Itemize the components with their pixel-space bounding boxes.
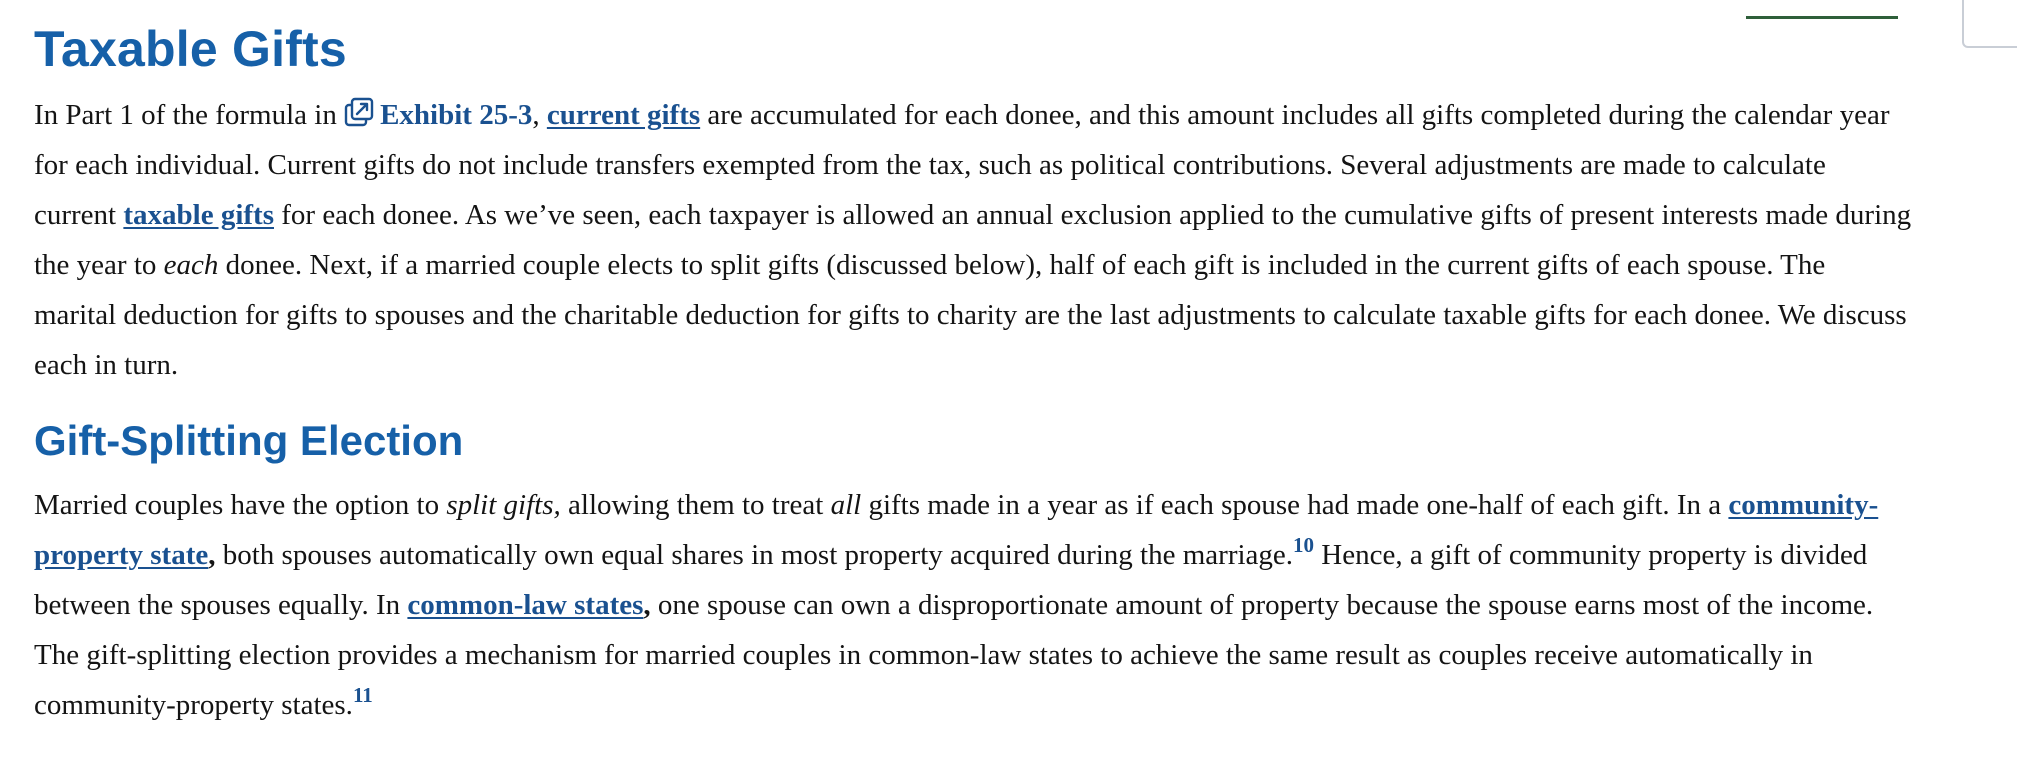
emphasis-all: all [830,489,862,521]
text-run: gifts made in a year as if each spouse had made one-half of each gift. In a [861,489,1729,521]
current-gifts-link[interactable]: current gifts [546,99,701,131]
text-run: , [643,589,651,621]
taxable-gifts-link[interactable]: taxable gifts [123,199,274,231]
text-run: In Part 1 of the formula in [34,99,345,131]
paragraph-gift-splitting [34,480,1914,730]
section-heading-taxable-gifts: Taxable Gifts [34,21,347,77]
common-law-states-link[interactable]: common-law states [407,589,644,621]
text-run: donee. Next, if a married couple elects to split gifts (discussed below), half of each gift is included in the current gifts of each spouse. The marital deduction for gifts to spouses and the charitable deduction for gifts to charity are the last adjustments to calculate taxable gifts for each donee. We discuss each in turn. [34,249,1907,381]
text-run: for each donee. As we’ve seen, each taxpayer is allowed an annual exclusion applied to the cumulative gifts of present interests made during the year to [34,199,1912,281]
external-link-icon [344,97,374,127]
community-property-state-link[interactable]: community-property state [34,489,1879,571]
section-heading-gift-splitting: Gift-Splitting Election [34,417,464,464]
text-run: , [532,99,547,131]
footnote-11-link[interactable]: 11 [352,683,373,707]
exhibit-link[interactable] [344,99,532,131]
emphasis-each: each [163,249,219,281]
text-run: one spouse can own a disproportionate amount of property because the spouse earns most of the income. The gift-splitting election provides a mechanism for married couples in common-law states to achieve the same result as couples receive automatically in community-property states. [34,589,1874,721]
footnote-10-link[interactable]: 10 [1293,533,1315,557]
text-run: allowing them to treat [560,489,831,521]
text-run: Married couples have the option to [34,489,447,521]
paragraph-taxable-gifts [34,90,1914,390]
top-toolbar-button[interactable] [1962,0,2017,48]
emphasis-split-gifts: split gifts, [446,489,561,521]
main-content [34,0,1914,730]
text-run: both spouses automatically own equal shares in most property acquired during the marriage. [215,539,1294,571]
text-run: Hence, a gift of community property is divided between the spouses equally. In [34,539,1868,621]
text-run: , [208,539,216,571]
exhibit-link-label: Exhibit 25-3 [380,99,533,131]
text-run: are accumulated for each donee, and this amount includes all gifts completed during the calendar year for each individual. Current gifts do not include transfers exempted from the tax, such as political contributions. Several adjustments are made to calculate current [34,99,1890,231]
